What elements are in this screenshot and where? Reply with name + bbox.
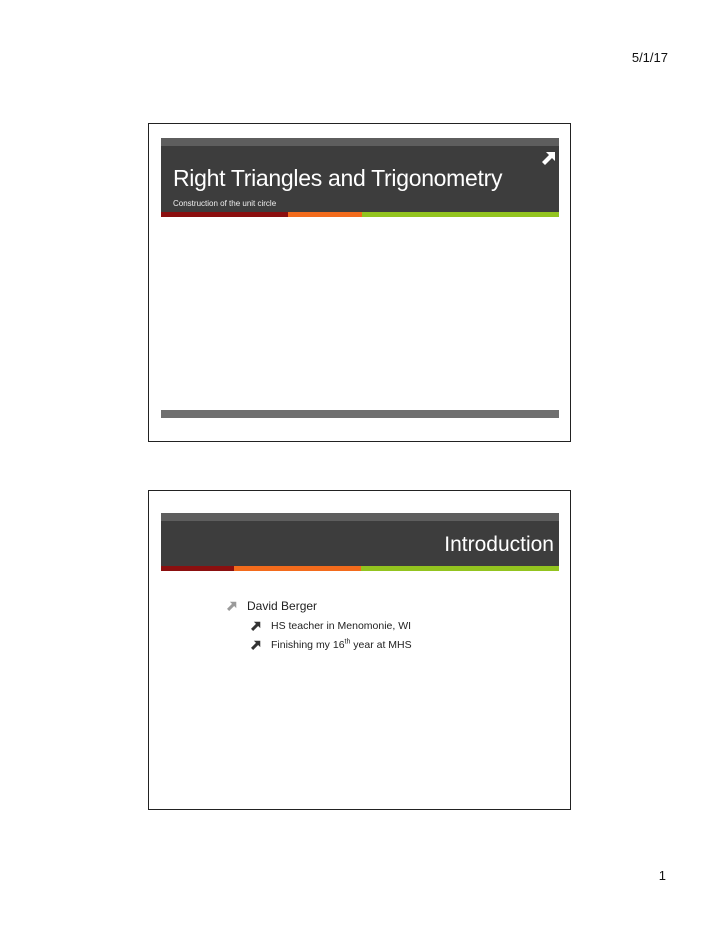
bullet-arrow-icon xyxy=(227,601,237,611)
accent-bar-red xyxy=(161,212,288,217)
slide-2 xyxy=(148,490,571,810)
bullet-arrow-icon xyxy=(251,621,261,631)
slide-title: Introduction xyxy=(444,533,554,556)
title-band-top-line xyxy=(161,138,559,146)
accent-bar-green xyxy=(361,566,559,571)
accent-bar-green xyxy=(362,212,559,217)
accent-bar-orange xyxy=(234,566,361,571)
arrow-up-right-icon xyxy=(542,151,556,165)
bullet-item xyxy=(227,616,412,635)
bullet-list xyxy=(227,596,412,654)
accent-bar-red xyxy=(161,566,234,571)
slide-1 xyxy=(148,123,571,442)
accent-color-bar xyxy=(161,566,559,571)
bullet-item xyxy=(227,635,412,654)
bullet-text: David Berger xyxy=(247,599,318,613)
slide-subtitle: Construction of the unit circle xyxy=(173,199,277,208)
title-band xyxy=(161,138,559,212)
slide-title: Right Triangles and Trigonometry xyxy=(173,165,503,191)
title-band-top-line xyxy=(161,513,559,521)
accent-color-bar xyxy=(161,212,559,217)
page-date: 5/1/17 xyxy=(631,50,668,65)
bullet-text: Finishing my 16th year at MHS xyxy=(271,638,412,651)
slide-bottom-bar xyxy=(161,410,559,418)
page-number: 1 xyxy=(658,868,666,883)
bullet-text: HS teacher in Menomonie, WI xyxy=(271,619,412,632)
accent-bar-orange xyxy=(288,212,362,217)
bullet-arrow-icon xyxy=(251,640,261,650)
bullet-item xyxy=(227,596,412,616)
title-band xyxy=(161,513,559,566)
